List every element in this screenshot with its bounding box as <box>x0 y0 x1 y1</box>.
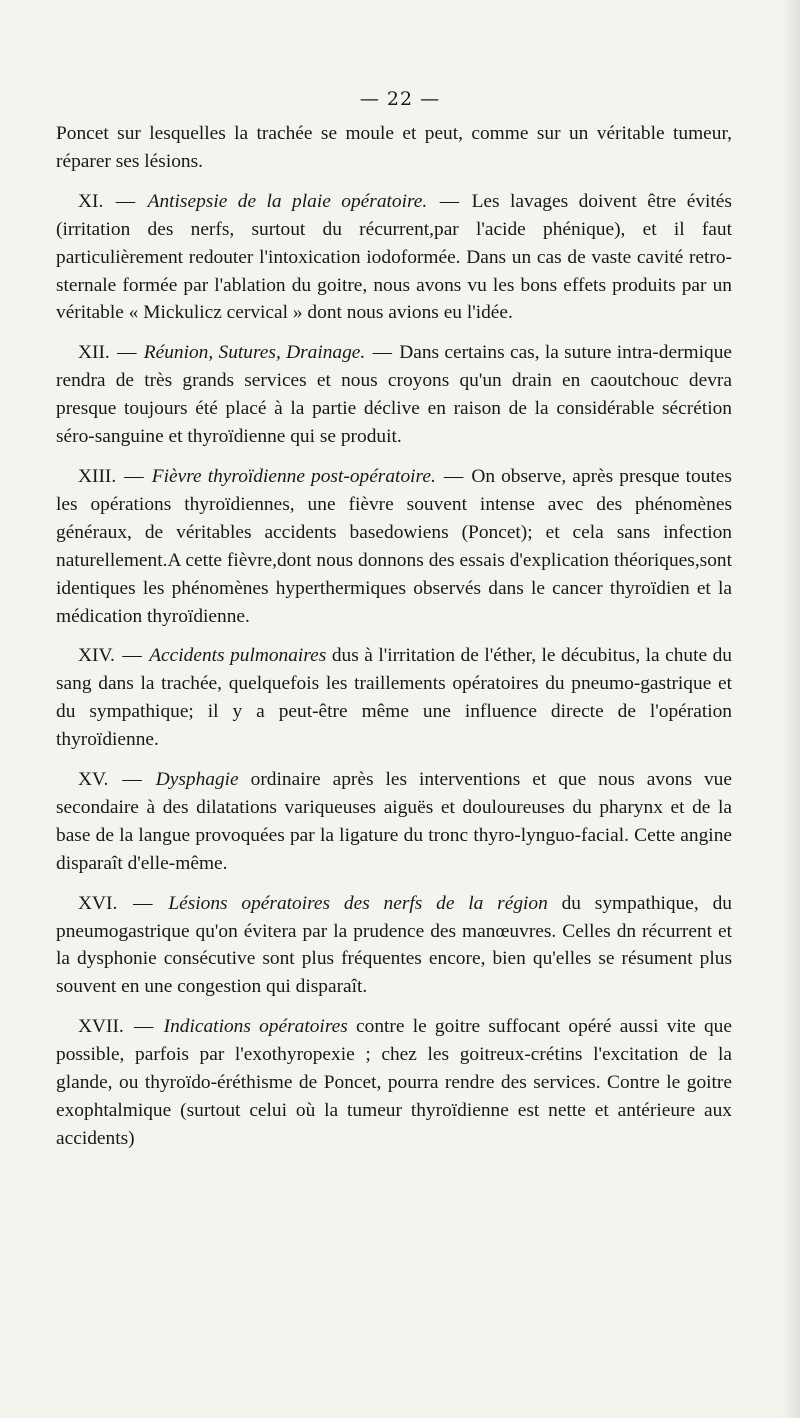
paragraph-xii: XII. — Réunion, Sutures, Drainage. — Dans certains cas, la suture intra-dermique rendra de très grands services et nous croyons qu'un drain en caoutchouc devra presque toujours été placé à la partie déclive en raison de la considérable sécrétion séro-sanguine et thyroïdienne qui se produit. <box>56 342 733 448</box>
page-number: — 22 — <box>359 88 441 110</box>
page-edge-shadow <box>782 0 800 1418</box>
paragraph-text: du sympathique, du pneumogastrique qu'on évitera par la prudence des manœuvres. Celles dn récurrent et la dysphonie consécutive sont plus fréquentes encore, bien qu'elles se résument plus souvent en une congestion qui disparaît. <box>56 892 732 998</box>
paragraph-xvi: XVI. — Lésions opératoires des nerfs de la région du sympathique, du pneumogastrique qu'on évitera par la prudence des manœuvres. Celles dn récurrent et la dysphonie consécutive sont plus fréquentes encore, bien qu'elles se résument plus souvent en une congestion qui disparaît. <box>56 892 732 998</box>
paragraph-text: On observe, après presque toutes les opérations thyroïdiennes, une fièvre souvent intense avec des phénomènes généraux, de véritables accidents basedowiens (Poncet); et cela sans infection naturellement.A cette fièvre,dont nous donnons des essais d'explication théoriques,sont identiques les phénomènes hyperthermiques observés dans le cancer thyroïdien et la médication thyroïdienne. <box>56 465 732 627</box>
paragraph-text: dus à l'irritation de l'éther, le décubitus, la chute du sang dans la trachée, quelquefois les traillements opératoires du pneumo-gastrique et du sympathique; il y a peut-être même une influence directe de l'opération thyroïdienne. <box>56 645 732 751</box>
paragraph-xvii: XVII. — Indications opératoires contre le goitre suffocant opéré aussi vite que possible, parfois par l'exothyropexie ; chez les goitreux-crétins l'excitation de la glande, ou thyroïdo-éréthisme de Poncet, pourra rendre des services. Contre le goitre exophtalmique (surtout celui où la tumeur thyroïdienne est nette et antérieure aux accidents) <box>56 1016 732 1149</box>
section-number: XVI. <box>78 892 118 914</box>
section-number: XI. <box>78 190 104 212</box>
paragraph-xi: XI. — Antisepsie de la plaie opératoire. — Les lavages doivent être évités (irritation des nerfs, surtout du récurrent,par l'acide phénique), et il faut particulièrement redouter l'intoxication iodoformée. Dans un cas de vaste cavité retro-sternale formée par l'ablation du goitre, nous avons vu les bons effets produits par un véritable « Mickulicz cervical » dont nous avions eu l'idée. <box>56 190 732 324</box>
section-number: XVII. <box>78 1016 124 1038</box>
paragraph-text: Dans certains cas, la suture intra-dermique rendra de très grands services et nous croyons qu'un drain en caoutchouc devra presque toujours été placé à la partie déclive en raison de la considérable sécrétion séro-sanguine et thyroïdienne qui se produit. <box>56 342 733 448</box>
section-number: XII. <box>78 342 110 364</box>
section-heading: Fièvre thyroïdienne post-opératoire. <box>151 465 436 487</box>
paragraph-continuation <box>56 120 732 176</box>
paragraph-text: Poncet sur lesquelles la trachée se moule et peut, comme sur un véritable tumeur, réparer ses lésions. <box>56 123 732 172</box>
section-heading: Lésions opératoires des nerfs de la région <box>168 892 548 914</box>
paragraph-xiii: XIII. — Fièvre thyroïdienne post-opératoire. — On observe, après presque toutes les opérations thyroïdiennes, une fièvre souvent intense avec des phénomènes généraux, de véritables accidents basedowiens (Poncet); et cela sans infection naturellement.A cette fièvre,dont nous donnons des essais d'explication théoriques,sont identiques les phénomènes hyperthermiques observés dans le cancer thyroïdien et la médication thyroïdienne. <box>56 465 732 627</box>
section-heading: Dysphagie <box>155 769 239 791</box>
paragraph-text: contre le goitre suffocant opéré aussi vite que possible, parfois par l'exothyropexie ; chez les goitreux-crétins l'excitation de la glande, ou thyroïdo-éréthisme de Poncet, pourra rendre des services. Contre le goitre exophtalmique (surtout celui où la tumeur thyroïdienne est nette et antérieure aux accidents) <box>56 1016 732 1149</box>
paragraph-xiv: XIV. — Accidents pulmonaires dus à l'irritation de l'éther, le décubitus, la chute du sang dans la trachée, quelquefois les traillements opératoires du pneumo-gastrique et du sympathique; il y a peut-être même une influence directe de l'opération thyroïdienne. <box>56 645 732 751</box>
section-heading: Accidents pulmonaires <box>149 645 327 667</box>
paragraph-xv: XV. — Dysphagie ordinaire après les interventions et que nous avons vue secondaire à des dilatations variqueuses aiguës et douloureuses du pharynx et de la base de la langue provoquées par la ligature du tronc thyro-lynguo-facial. Cette angine disparaît d'elle-même. <box>56 769 732 874</box>
paragraph-text: Les lavages doivent être évités (irritation des nerfs, surtout du récurrent,par l'acide phénique), et il faut particulièrement redouter l'intoxication iodoformée. Dans un cas de vaste cavité retro-sternale formée par l'ablation du goitre, nous avons vu les bons effets produits par un véritable « Mickulicz cervical » dont nous avions eu l'idée. <box>56 190 732 324</box>
section-heading: Indications opératoires <box>163 1016 348 1038</box>
section-heading: Antisepsie de la plaie opératoire. <box>147 190 428 212</box>
page-body <box>56 120 732 1165</box>
section-heading: Réunion, Sutures, Drainage. <box>143 342 366 364</box>
section-number: XIV. <box>78 645 115 667</box>
section-number: XV. <box>78 769 109 791</box>
paragraph-text: ordinaire après les interventions et que nous avons vue secondaire à des dilatations variqueuses aiguës et douloureuses du pharynx et de la base de la langue provoquées par la ligature du tronc thyro-lynguo-facial. Cette angine disparaît d'elle-même. <box>56 769 732 874</box>
section-number: XIII. <box>78 465 117 487</box>
